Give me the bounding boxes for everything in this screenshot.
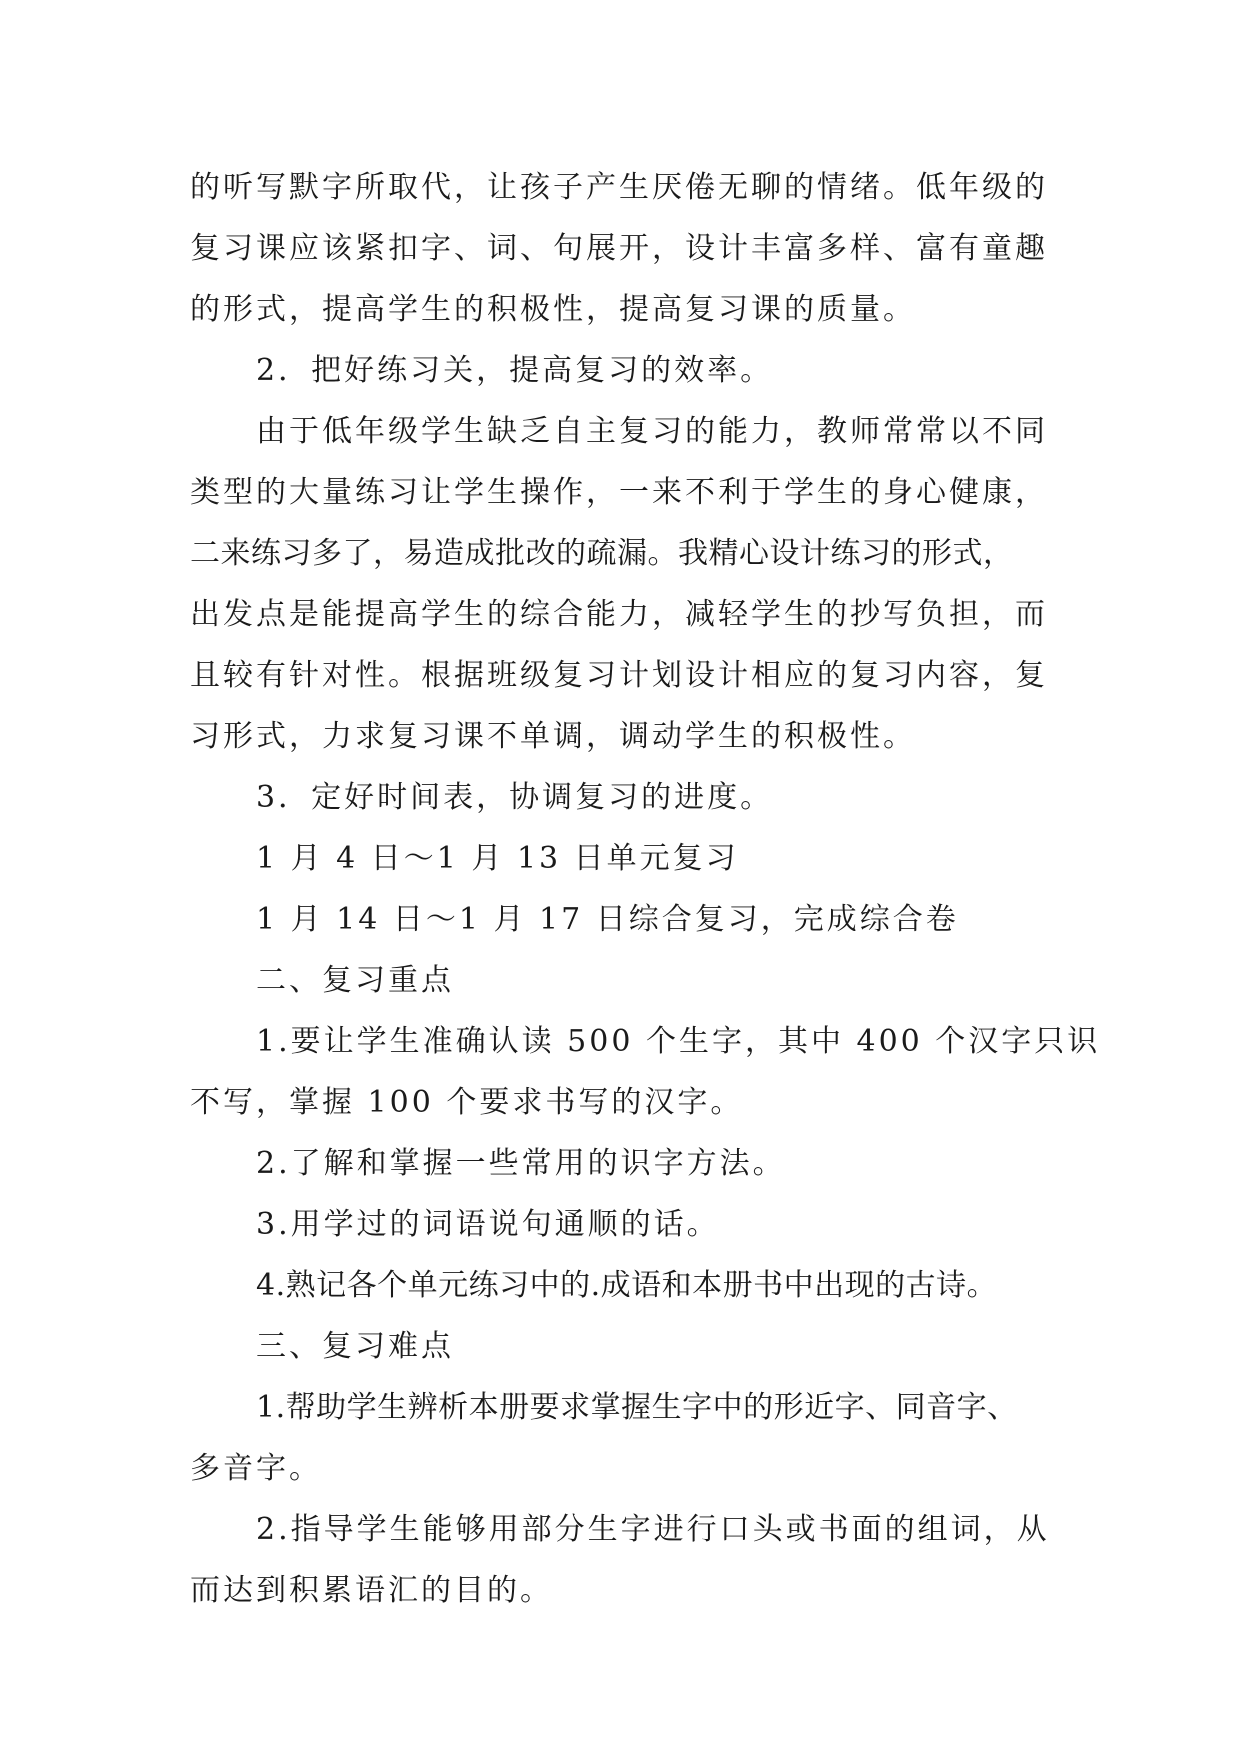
list-item: 3.用学过的词语说句通顺的话。 [256,1207,720,1242]
section-heading: 三、复习难点 [256,1329,454,1364]
section-heading: 二、复习重点 [256,963,454,998]
text-line: 习形式，力求复习课不单调，调动学生的积极性。 [190,719,916,754]
schedule-line: 1 月 14 日～1 月 17 日综合复习，完成综合卷 [256,902,959,937]
text-line: 由于低年级学生缺乏自主复习的能力，教师常常以不同 [256,414,1048,449]
text-line: 出发点是能提高学生的综合能力，减轻学生的抄写负担，而 [190,597,1048,632]
subheading-line: 3．定好时间表，协调复习的进度。 [256,780,774,815]
text-line: 不写，掌握 100 个要求书写的汉字。 [190,1085,744,1120]
list-item: 4.熟记各个单元练习中的.成语和本册书中出现的古诗。 [256,1268,998,1303]
text-line: 的形式，提高学生的积极性，提高复习课的质量。 [190,292,916,327]
text-line: 类型的大量练习让学生操作，一来不利于学生的身心健康， [190,475,1048,510]
text-line: 的听写默字所取代，让孩子产生厌倦无聊的情绪。低年级的 [190,170,1048,205]
text-line: 而达到积累语汇的目的。 [190,1573,553,1608]
list-item: 2.了解和掌握一些常用的识字方法。 [256,1146,786,1181]
text-line: 多音字。 [190,1451,322,1486]
list-item: 1.帮助学生辨析本册要求掌握生字中的形近字、同音字、 [256,1390,1018,1425]
text-line: 二来练习多了，易造成批改的疏漏。我精心设计练习的形式， [190,536,1014,571]
schedule-line: 1 月 4 日～1 月 13 日单元复习 [256,841,739,876]
text-line: 且较有针对性。根据班级复习计划设计相应的复习内容，复 [190,658,1048,693]
document-body [190,157,1101,1621]
subheading-line: 2．把好练习关，提高复习的效率。 [256,353,774,388]
text-line: 复习课应该紧扣字、词、句展开，设计丰富多样、富有童趣 [190,231,1048,266]
list-item: 2.指导学生能够用部分生字进行口头或书面的组词，从 [256,1512,1050,1547]
list-item: 1.要让学生准确认读 500 个生字，其中 400 个汉字只识 [256,1024,1101,1059]
